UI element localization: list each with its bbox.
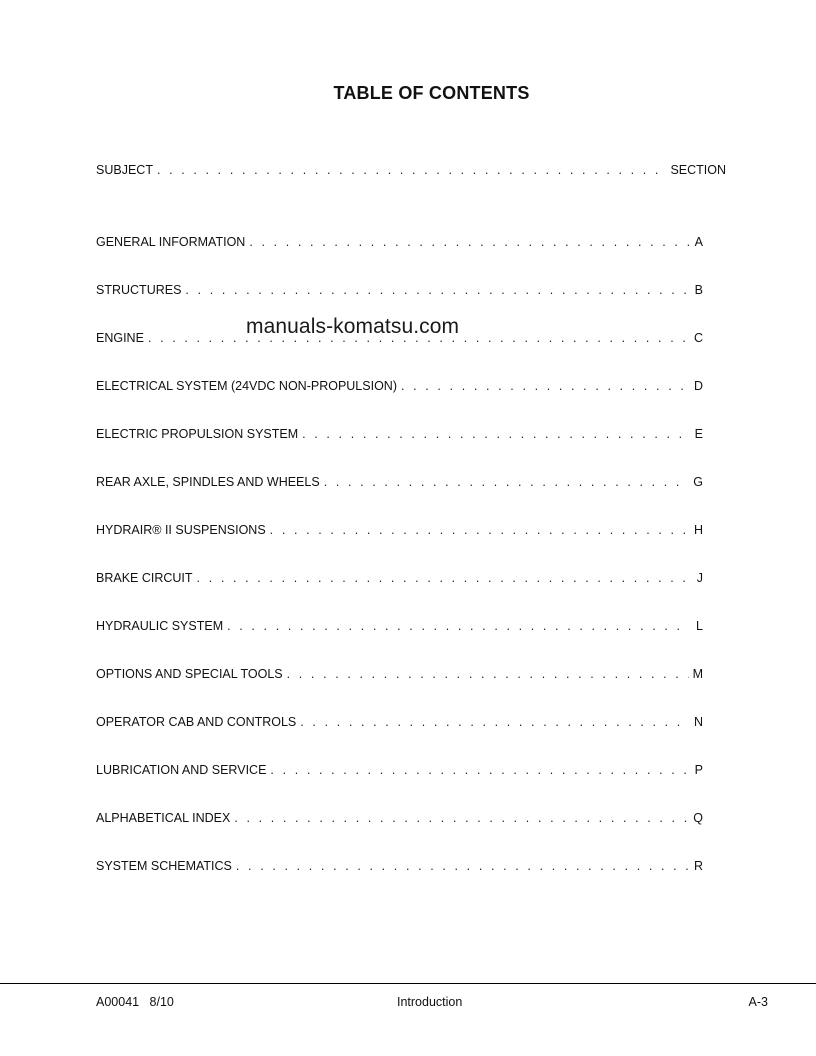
toc-entry-section: G xyxy=(693,475,703,489)
dot-leader xyxy=(300,715,689,729)
toc-entry-section: A xyxy=(694,235,703,249)
toc-entry-section: C xyxy=(693,331,703,345)
toc-entry-label: ELECTRICAL SYSTEM (24VDC NON-PROPULSION) xyxy=(96,379,397,393)
toc-entry-section: M xyxy=(692,667,703,681)
dot-leader xyxy=(197,571,689,585)
subject-column-label: SUBJECT xyxy=(96,163,153,177)
toc-entry-section: E xyxy=(694,427,703,441)
toc-entry-label: OPTIONS AND SPECIAL TOOLS xyxy=(96,667,283,681)
toc-entry-section: Q xyxy=(693,811,703,825)
toc-entry[interactable] xyxy=(96,763,703,779)
dot-leader xyxy=(185,283,689,297)
footer-chapter: Introduction xyxy=(397,995,463,1009)
dot-leader xyxy=(302,427,689,441)
dot-leader xyxy=(234,811,689,825)
dot-leader xyxy=(324,475,689,489)
dot-leader xyxy=(401,379,689,393)
dot-leader xyxy=(236,859,689,873)
toc-entry[interactable] xyxy=(96,523,703,539)
toc-entry-label: ELECTRIC PROPULSION SYSTEM xyxy=(96,427,299,441)
toc-entry-label: OPERATOR CAB AND CONTROLS xyxy=(96,715,297,729)
toc-entry-label: LUBRICATION AND SERVICE xyxy=(96,763,267,777)
toc-entry-section: L xyxy=(696,619,703,633)
page-title: TABLE OF CONTENTS xyxy=(333,83,530,103)
toc-entry[interactable] xyxy=(96,811,703,827)
toc-entry-section: N xyxy=(693,715,703,729)
footer-doc-id: A00041 8/10 xyxy=(96,995,174,1009)
toc-entry[interactable] xyxy=(96,283,703,299)
dot-leader xyxy=(287,667,689,681)
toc-entry-section: J xyxy=(696,571,703,585)
toc-entry-label: GENERAL INFORMATION xyxy=(96,235,246,249)
dot-leader xyxy=(227,619,689,633)
watermark-text: manuals-komatsu.com xyxy=(246,315,460,338)
toc-entry-label: HYDRAIR® II SUSPENSIONS xyxy=(96,523,266,537)
toc-entry-section: P xyxy=(694,763,703,777)
dot-leader xyxy=(249,235,689,249)
toc-entry[interactable] xyxy=(96,667,703,683)
toc-entry-label: SYSTEM SCHEMATICS xyxy=(96,859,232,873)
toc-entry-label: BRAKE CIRCUIT xyxy=(96,571,193,585)
footer-page-number: A-3 xyxy=(748,995,768,1009)
toc-entry[interactable] xyxy=(96,859,703,875)
toc-entry-section: B xyxy=(694,283,703,297)
footer-divider xyxy=(0,983,816,984)
toc-entry[interactable] xyxy=(96,715,703,731)
section-column-label: SECTION xyxy=(670,163,726,177)
toc-entry-label: STRUCTURES xyxy=(96,283,182,297)
toc-entry-label: ALPHABETICAL INDEX xyxy=(96,811,231,825)
toc-entry-section: D xyxy=(693,379,703,393)
dot-leader xyxy=(157,163,666,177)
dot-leader xyxy=(270,763,689,777)
dot-leader xyxy=(270,523,689,537)
toc-entry[interactable] xyxy=(96,379,703,395)
toc-entry[interactable] xyxy=(96,619,703,635)
toc-entry[interactable] xyxy=(96,235,703,251)
toc-entry[interactable] xyxy=(96,475,703,491)
toc-entry-label: ENGINE xyxy=(96,331,144,345)
toc-entry-label: REAR AXLE, SPINDLES AND WHEELS xyxy=(96,475,320,489)
toc-entry[interactable] xyxy=(96,571,703,587)
toc-entry-section: R xyxy=(693,859,703,873)
toc-entry[interactable] xyxy=(96,427,703,443)
toc-entry-section: H xyxy=(693,523,703,537)
toc-column-header xyxy=(96,163,726,179)
toc-entry-label: HYDRAULIC SYSTEM xyxy=(96,619,224,633)
